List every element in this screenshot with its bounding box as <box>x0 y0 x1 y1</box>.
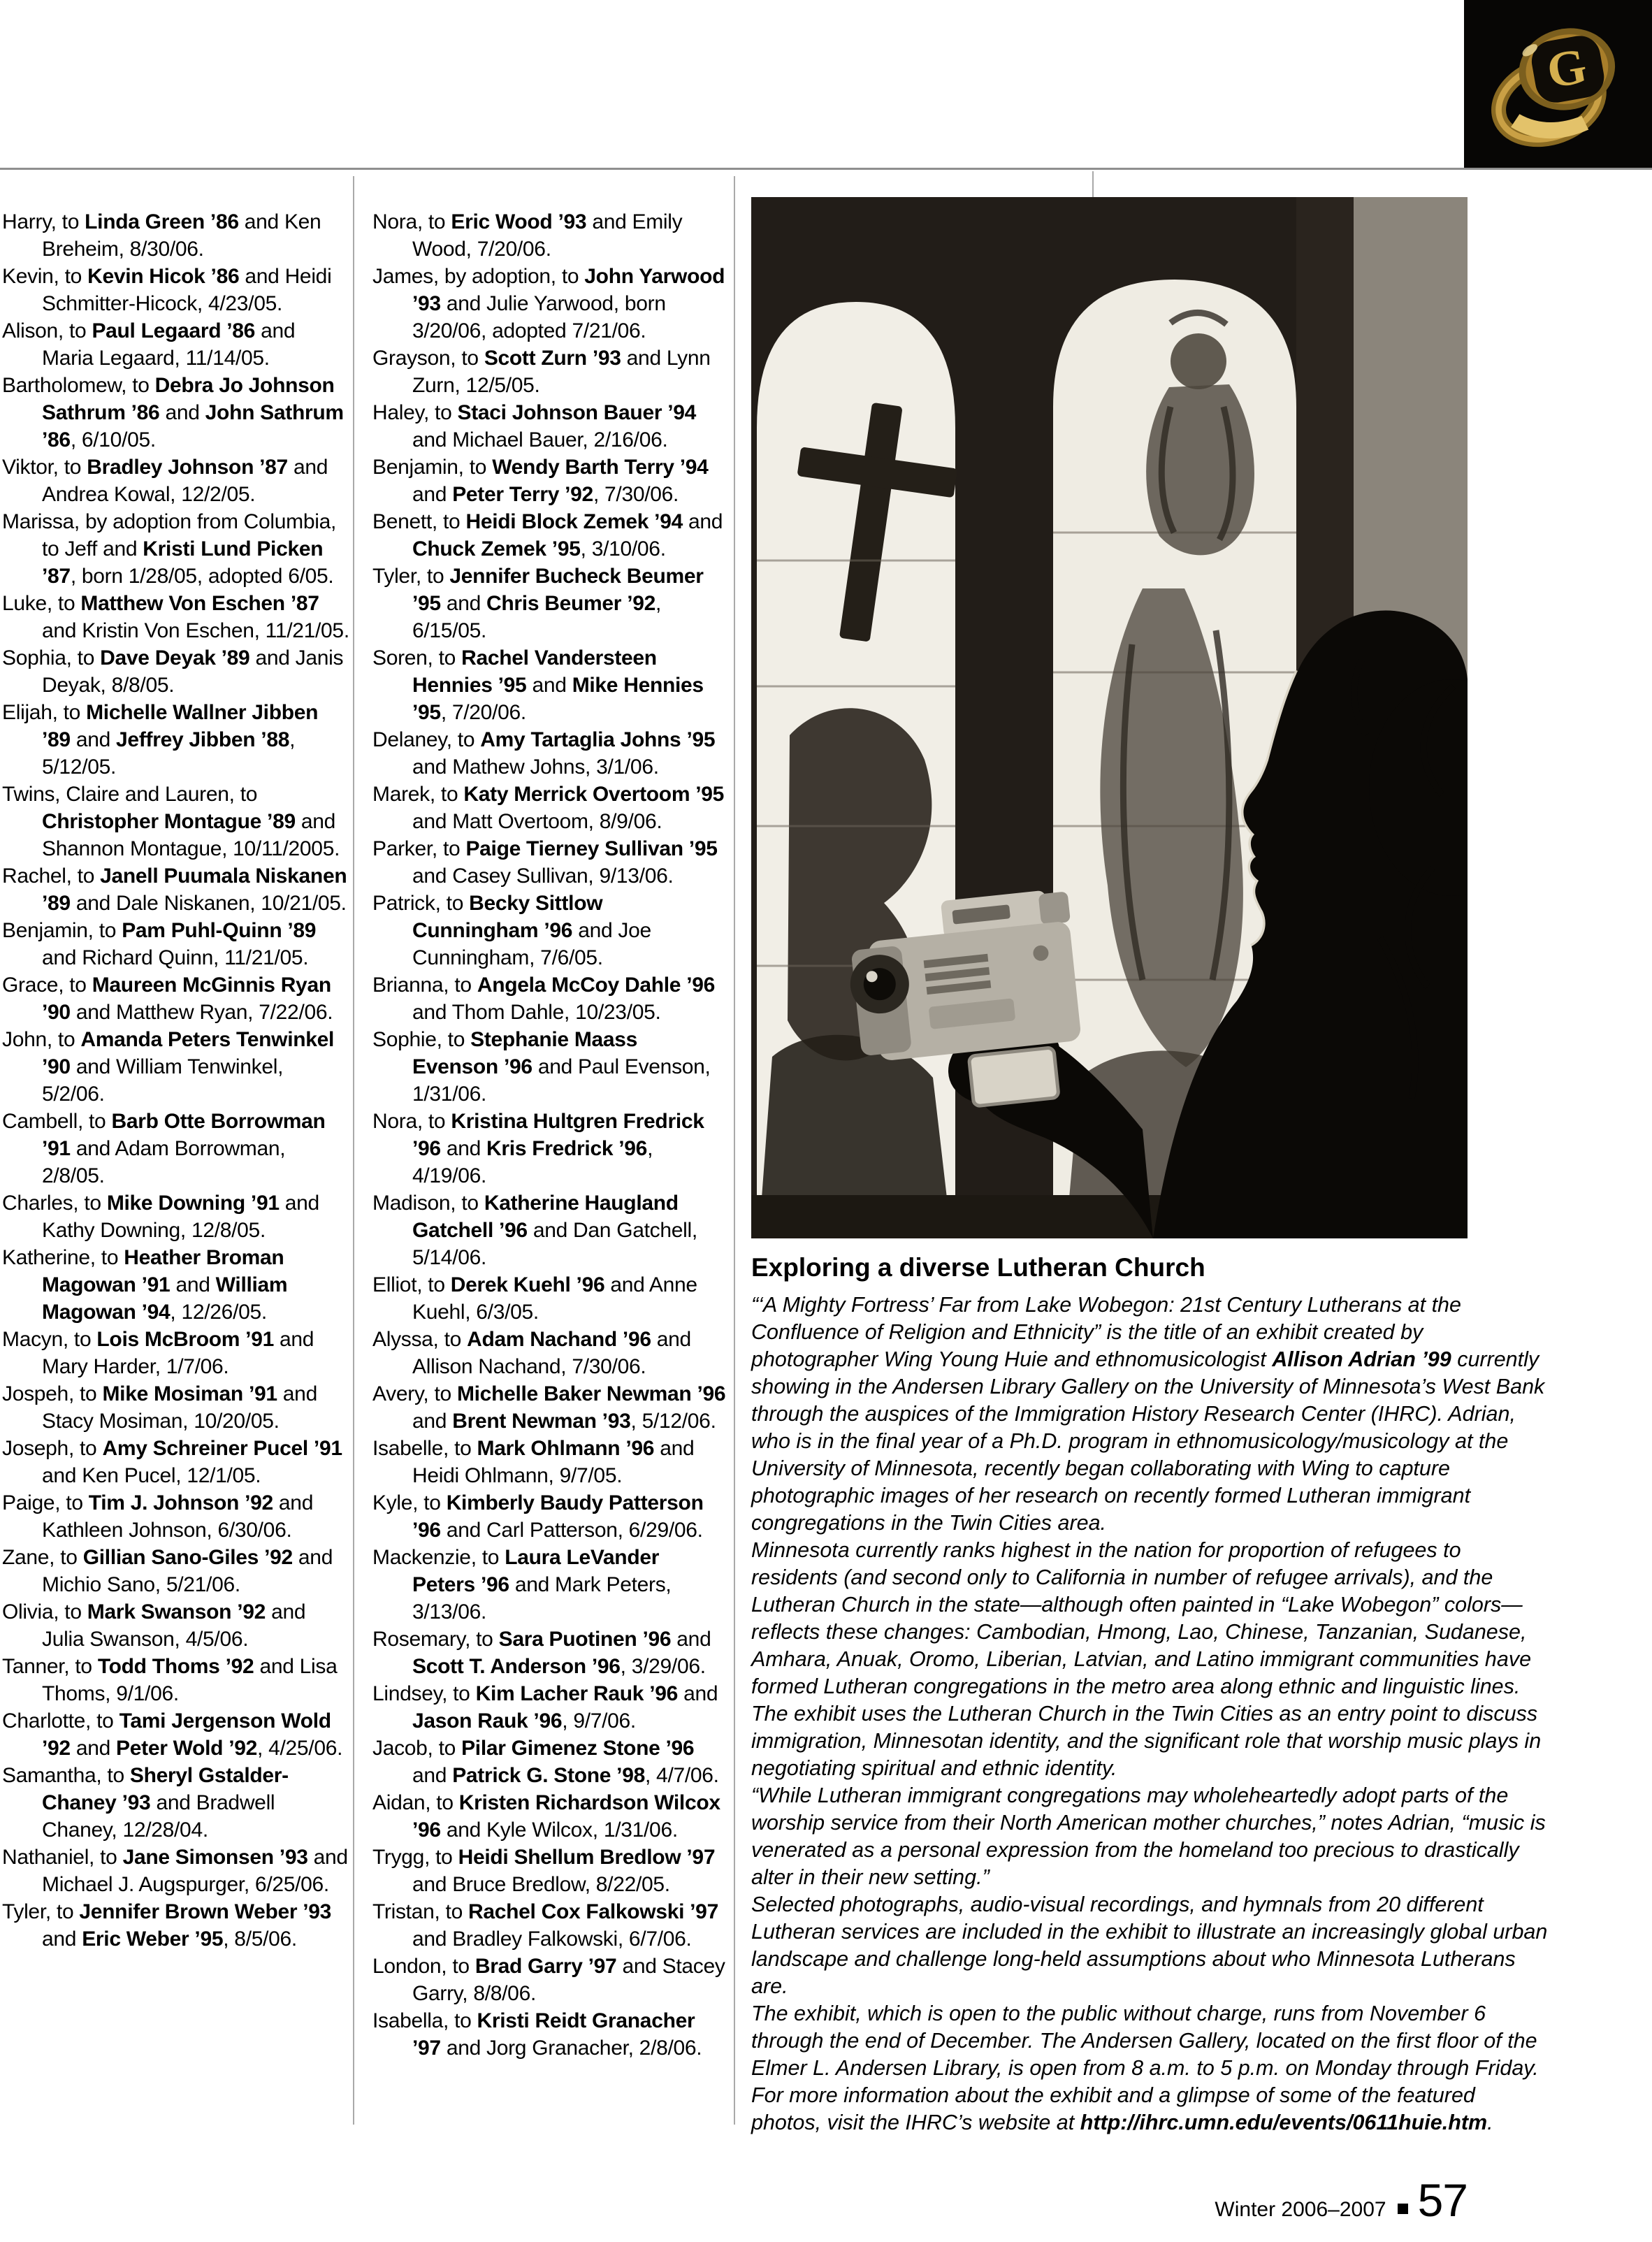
alumni-name: Patrick G. Stone ’98 <box>452 1764 645 1787</box>
birth-entry <box>372 1489 727 1544</box>
article-paragraph <box>751 2000 1548 2136</box>
alumni-name: Janell Puumala Niskanen ’89 <box>42 865 347 915</box>
birth-entry <box>2 1326 349 1380</box>
text-run: Minnesota currently ranks highest in the nation for proportion of refugees to residents (and second only to California in number of refugee arrivals), and the Lutheran Church in the state—although often painted in “Lake Wobegon” colors—reflects these changes: Cambodian, Hmong, Lao, Chinese, Tanzanian, Sudanese, Amhara, Anuak, Oromo, Liberian, Latvian, and Latino immigrant communities have formed Lutheran congregations in the metro area along ethnic and linguistic lines. The exhibit uses the Lutheran Church in the Twin Cities as an entry point to discuss immigration, Minnesotan identity, and the significant role that worship music plays in negotiating spiritual and ethnic identity. <box>751 1538 1542 1780</box>
alumni-name: Kevin Hicok ’86 <box>87 265 240 288</box>
text-run: and Shannon Montague, 10/11/2005. <box>42 810 340 860</box>
text-run: , 4/19/06. <box>412 1137 653 1187</box>
alumni-name: Mark Ohlmann ’96 <box>477 1437 655 1460</box>
text-run: Benjamin, to <box>372 456 493 479</box>
text-run: and Emily Wood, 7/20/06. <box>412 210 683 261</box>
alumni-name: Jennifer Bucheck Beumer ’95 <box>412 565 704 615</box>
text-run: and Bradley Falkowski, 6/7/06. <box>412 1928 692 1951</box>
alumni-name: Paige Tierney Sullivan ’95 <box>465 837 718 860</box>
alumni-name: Michelle Wallner Jibben ’89 <box>42 701 319 751</box>
alumni-name: Heidi Block Zemek ’94 <box>465 510 683 533</box>
text-run: Marissa, by adoption from Columbia, to Jeff and <box>2 510 337 560</box>
alumni-name: Kristi Lund Picken ’87 <box>42 537 324 588</box>
text-run: , 9/7/06. <box>562 1709 636 1733</box>
birth-entry <box>372 1898 727 1953</box>
birth-entry <box>372 644 727 726</box>
column-divider-2 <box>734 176 735 2125</box>
issue-label: Winter 2006–2007 <box>1215 2198 1386 2221</box>
birth-entry <box>372 1953 727 2007</box>
birth-entry <box>2 781 349 862</box>
text-run: and <box>42 1928 82 1951</box>
class-ring-icon <box>1485 17 1632 150</box>
alumni-name: Amy Schreiner Pucel ’91 <box>102 1437 342 1460</box>
text-run: , 7/30/06. <box>593 483 679 506</box>
birth-entry <box>2 1108 349 1189</box>
text-run: , 7/20/06. <box>440 701 526 724</box>
birth-entry <box>372 1435 727 1489</box>
alumni-name: Bradley Johnson ’87 <box>87 456 288 479</box>
page-footer <box>839 2174 1468 2227</box>
article-paragraph <box>751 1292 1548 1537</box>
birth-entry <box>372 890 727 971</box>
alumni-name: Maureen McGinnis Ryan ’90 <box>42 974 331 1024</box>
alumni-name: Mike Hennies ’95 <box>412 674 704 724</box>
text-run: and Stacy Mosiman, 10/20/05. <box>42 1382 317 1433</box>
church-photo <box>751 197 1468 1238</box>
text-run: Tristan, to <box>372 1900 468 1923</box>
text-run: Sophie, to <box>372 1028 471 1051</box>
text-run: Bartholomew, to <box>2 374 155 397</box>
text-run: , 5/12/05. <box>42 728 296 779</box>
highlighted-text: http://ihrc.umn.edu/events/0611huie.htm <box>1080 2111 1488 2134</box>
birth-entry <box>372 1544 727 1626</box>
alumni-name: Pam Puhl-Quinn ’89 <box>122 919 317 942</box>
article-exploring-lutheran-church <box>751 1252 1548 2136</box>
alumni-name: Adam Nachand ’96 <box>467 1328 651 1351</box>
text-run: and Bruce Bredlow, 8/22/05. <box>412 1873 670 1896</box>
text-run: and Richard Quinn, 11/21/05. <box>42 946 309 969</box>
birth-entry <box>2 454 349 508</box>
text-run: Aidan, to <box>372 1791 459 1814</box>
birth-entry <box>372 1789 727 1844</box>
text-run: and <box>440 592 487 615</box>
alumni-name: Scott Zurn ’93 <box>484 347 621 370</box>
class-ring-logo <box>1464 0 1652 168</box>
text-run: and Adam Borrowman, 2/8/05. <box>42 1137 286 1187</box>
birth-entry <box>372 1271 727 1326</box>
birth-entry <box>372 399 727 454</box>
text-run: Charles, to <box>2 1192 107 1215</box>
text-run: , born 1/28/05, adopted 6/05. <box>70 565 334 588</box>
text-run: Alison, to <box>2 319 92 342</box>
alumni-name: Jeffrey Jibben ’88 <box>116 728 290 751</box>
text-run: Tyler, to <box>2 1900 80 1923</box>
text-run: and Matt Overtoom, 8/9/06. <box>412 810 662 833</box>
birth-entry <box>2 372 349 454</box>
alumni-name: Kimberly Baudy Patterson ’96 <box>412 1491 704 1542</box>
text-run: Paige, to <box>2 1491 89 1514</box>
text-run: Delaney, to <box>372 728 481 751</box>
alumni-name: Michelle Baker Newman ’96 <box>456 1382 726 1405</box>
alumni-name: Tim J. Johnson ’92 <box>88 1491 273 1514</box>
text-run: currently showing in the Andersen Library Gallery on the University of Minnesota’s West Bank through the auspices of the Immigration History Research Center (IHRC). Adrian, who is in the final year of a Ph.D. program in ethnomusicology/musicology at the University of Minnesota, recently began collaborating with Wing to capture photographic images of her research on recently formed Lutheran immigrant congregations in the Twin Cities area. <box>751 1347 1545 1535</box>
birth-entry <box>372 2007 727 2062</box>
alumni-name: Matthew Von Eschen ’87 <box>80 592 319 615</box>
text-run: , 6/15/05. <box>412 592 662 642</box>
text-run: and Dale Niskanen, 10/21/05. <box>70 892 347 915</box>
alumni-name: Jennifer Brown Weber ’93 <box>79 1900 332 1923</box>
alumni-name: Kim Lacher Rauk ’96 <box>475 1682 679 1705</box>
alumni-name: Chuck Zemek ’95 <box>412 537 581 560</box>
birth-entry <box>2 590 349 644</box>
text-run: and Kyle Wilcox, 1/31/06. <box>440 1818 678 1842</box>
alumni-name: Peter Terry ’92 <box>452 483 593 506</box>
birth-entry <box>372 208 727 263</box>
birth-entry <box>372 563 727 644</box>
birth-entry <box>2 1026 349 1108</box>
alumni-name: William Magowan ’94 <box>42 1273 288 1324</box>
birth-entry <box>372 971 727 1026</box>
text-run: Nora, to <box>372 210 451 233</box>
alumni-name: Kris Fredrick ’96 <box>486 1137 648 1160</box>
text-run: Benett, to <box>372 510 466 533</box>
birth-entry <box>372 454 727 508</box>
text-run: and Carl Patterson, 6/29/06. <box>440 1519 703 1542</box>
text-run: and Lynn Zurn, 12/5/05. <box>412 347 711 397</box>
article-paragraph <box>751 1782 1548 1891</box>
alumni-name: Jane Simonsen ’93 <box>122 1846 308 1869</box>
alumni-name: Scott T. Anderson ’96 <box>412 1655 621 1678</box>
text-run: James, by adoption, to <box>372 265 585 288</box>
text-run: and Kathleen Johnson, 6/30/06. <box>42 1491 314 1542</box>
birth-entry <box>2 1489 349 1544</box>
text-run: and Andrea Kowal, 12/2/05. <box>42 456 328 506</box>
alumni-name: Jason Rauk ’96 <box>412 1709 563 1733</box>
birth-entry <box>2 1435 349 1489</box>
text-run: and Jorg Granacher, 2/8/06. <box>440 2037 702 2060</box>
birth-entry <box>2 862 349 917</box>
text-run: , 3/10/06. <box>580 537 666 560</box>
article-paragraph <box>751 1537 1548 1782</box>
text-run: Rosemary, to <box>372 1628 499 1651</box>
text-run: and Julie Yarwood, born 3/20/06, adopted 7/21/06. <box>412 292 666 342</box>
alumni-name: Angela McCoy Dahle ’96 <box>477 974 716 997</box>
birth-entry <box>372 1189 727 1271</box>
alumni-name: Eric Weber ’95 <box>82 1928 224 1951</box>
text-run: Brianna, to <box>372 974 477 997</box>
birth-entry <box>2 1707 349 1762</box>
text-run: and Dan Gatchell, 5/14/06. <box>412 1219 697 1269</box>
birth-entry <box>372 781 727 835</box>
text-run: Tanner, to <box>2 1655 98 1678</box>
text-run: and Kristin Von Eschen, 11/21/05. <box>42 619 349 642</box>
alumni-name: Kristi Reidt Granacher ’97 <box>412 2009 695 2060</box>
births-column-1 <box>2 208 349 1953</box>
text-run: Mackenzie, to <box>372 1546 505 1569</box>
alumni-name: Pilar Gimenez Stone ’96 <box>461 1737 695 1760</box>
birth-entry <box>2 1898 349 1953</box>
top-rule <box>0 168 1652 170</box>
text-run: and <box>412 1764 453 1787</box>
text-run: Trygg, to <box>372 1846 458 1869</box>
alumni-name: John Yarwood ’93 <box>412 265 725 315</box>
text-run: and Mathew Johns, 3/1/06. <box>412 755 659 779</box>
text-run: Patrick, to <box>372 892 470 915</box>
text-run: and Julia Swanson, 4/5/06. <box>42 1600 306 1651</box>
text-run: “While Lutheran immigrant congregations may wholeheartedly adopt parts of the worship service from their North American mother churches,” notes Adrian, “music is venerated as a personal expression from the homeland too precious to drastically alter in their new setting.” <box>751 1784 1546 1889</box>
text-run: Zane, to <box>2 1546 83 1569</box>
birth-entry <box>372 1026 727 1108</box>
alumni-name: Brad Garry ’97 <box>474 1955 617 1978</box>
column-divider-1 <box>353 176 354 2125</box>
text-run: John, to <box>2 1028 81 1051</box>
article-title: Exploring a diverse Lutheran Church <box>751 1253 1205 1282</box>
alumni-name: Wendy Barth Terry ’94 <box>492 456 709 479</box>
birth-entry <box>2 971 349 1026</box>
birth-entry <box>372 345 727 399</box>
birth-entry <box>2 508 349 590</box>
text-run: Parker, to <box>372 837 466 860</box>
birth-entry <box>372 726 727 781</box>
alumni-name: Kristina Hultgren Fredrick ’96 <box>412 1110 704 1160</box>
alumni-name: Staci Johnson Bauer ’94 <box>457 401 697 424</box>
text-run: Luke, to <box>2 592 81 615</box>
text-run: Haley, to <box>372 401 458 424</box>
text-run: Cambell, to <box>2 1110 112 1133</box>
alumni-name: Dave Deyak ’89 <box>100 646 250 670</box>
text-run: Grace, to <box>2 974 92 997</box>
birth-entry <box>372 1326 727 1380</box>
alumni-name: Rachel Vandersteen Hennies ’95 <box>412 646 657 697</box>
birth-entry <box>372 1108 727 1189</box>
text-run: Twins, Claire and Lauren, to <box>2 783 258 806</box>
text-run: and <box>159 401 205 424</box>
alumni-name: Paul Legaard ’86 <box>92 319 256 342</box>
text-run: Avery, to <box>372 1382 457 1405</box>
text-run: and Mary Harder, 1/7/06. <box>42 1328 314 1378</box>
text-run: and Michael Bauer, 2/16/06. <box>412 428 668 451</box>
text-run: and Heidi Schmitter-Hicock, 4/23/05. <box>42 265 332 315</box>
text-run: , 12/26/05. <box>170 1301 267 1324</box>
text-run: and Ken Pucel, 12/1/05. <box>42 1464 261 1487</box>
text-run: and Stacey Garry, 8/8/06. <box>412 1955 725 2005</box>
alumni-name: Debra Jo Johnson Sathrum ’86 <box>42 374 335 424</box>
alumni-name: Mark Swanson ’92 <box>87 1600 266 1623</box>
highlighted-text: Allison Adrian ’99 <box>1272 1347 1451 1371</box>
alumni-name: Gillian Sano-Giles ’92 <box>82 1546 293 1569</box>
text-run: and <box>526 674 572 697</box>
footer-square-icon <box>1398 2204 1408 2214</box>
alumni-name: Peter Wold ’92 <box>116 1737 258 1760</box>
birth-entry <box>2 263 349 317</box>
text-run: Marek, to <box>372 783 464 806</box>
text-run: and <box>671 1628 711 1651</box>
birth-entry <box>2 644 349 699</box>
text-run: , 4/7/06. <box>644 1764 719 1787</box>
text-run: , 8/5/06. <box>223 1928 297 1951</box>
birth-entry <box>372 263 727 345</box>
birth-entry <box>372 835 727 890</box>
text-run: Tyler, to <box>372 565 450 588</box>
birth-entry <box>372 1380 727 1435</box>
text-run: “‘A Mighty Fortress’ Far from Lake Wobegon: 21st Century Lutherans at the Confluence of Religion and Ethnicity” is the title of an exhibit created by photographer Wing Young Huie and ethnomusicologist <box>751 1293 1461 1371</box>
text-run: and Kathy Downing, 12/8/05. <box>42 1192 319 1242</box>
text-run: Selected photographs, audio-visual recordings, and hymnals from 20 different Lutheran services are included in the exhibit to illustrate an increasingly global urban landscape and challenge long-held assumptions about who Minnesota Lutherans are. <box>751 1893 1548 1998</box>
text-run: and <box>412 1410 453 1433</box>
birth-entry <box>2 1844 349 1898</box>
text-run: Katherine, to <box>2 1246 124 1269</box>
text-run: and Michio Sano, 5/21/06. <box>42 1546 333 1596</box>
text-run: and <box>412 483 453 506</box>
text-run: London, to <box>372 1955 475 1978</box>
text-run: Lindsey, to <box>372 1682 476 1705</box>
text-run: and Paul Evenson, 1/31/06. <box>412 1055 711 1106</box>
text-run: and Lisa Thoms, 9/1/06. <box>42 1655 338 1705</box>
alumni-name: John Sathrum ’86 <box>42 401 344 451</box>
text-run: Elijah, to <box>2 701 87 724</box>
text-run: Isabella, to <box>372 2009 477 2032</box>
text-run: and Michael J. Augspurger, 6/25/06. <box>42 1846 348 1896</box>
alumni-name: Amy Tartaglia Johns ’95 <box>480 728 716 751</box>
birth-entry <box>372 1844 727 1898</box>
text-run: Isabelle, to <box>372 1437 477 1460</box>
text-run: and Anne Kuehl, 6/3/05. <box>412 1273 697 1324</box>
text-run: Macyn, to <box>2 1328 97 1351</box>
text-run: Rachel, to <box>2 865 101 888</box>
birth-entry <box>2 917 349 971</box>
text-run: Viktor, to <box>2 456 87 479</box>
text-run: and William Tenwinkel, 5/2/06. <box>42 1055 284 1106</box>
text-run: and Casey Sullivan, 9/13/06. <box>412 865 674 888</box>
birth-entry <box>2 699 349 781</box>
text-run: and <box>170 1273 216 1296</box>
alumni-name: Lois McBroom ’91 <box>96 1328 274 1351</box>
alumni-name: Sheryl Gstalder-Chaney ’93 <box>42 1764 289 1814</box>
birth-entry <box>2 1544 349 1598</box>
text-run: Charlotte, to <box>2 1709 119 1733</box>
text-run: Alyssa, to <box>372 1328 468 1351</box>
text-run: and Ken Breheim, 8/30/06. <box>42 210 321 261</box>
birth-entry <box>2 208 349 263</box>
alumni-name: Barb Otte Borrowman ’91 <box>42 1110 326 1160</box>
text-run: Harry, to <box>2 210 85 233</box>
alumni-name: Stephanie Maass Evenson ’96 <box>412 1028 638 1078</box>
ring-letter: G <box>1542 38 1591 99</box>
birth-entry <box>372 1626 727 1680</box>
alumni-name: Brent Newman ’93 <box>452 1410 631 1433</box>
text-run: The exhibit, which is open to the public without charge, runs from November 6 through the end of December. The Andersen Gallery, located on the first floor of the Elmer L. Andersen Library, is open from 8 a.m. to 5 p.m. on Monday through Friday. For more information about the exhibit and a glimpse of some of the featured photos, visit the IHRC’s website at <box>751 2002 1539 2134</box>
text-run: Grayson, to <box>372 347 484 370</box>
alumni-name: Katherine Haugland Gatchell ’96 <box>412 1192 679 1242</box>
alumni-name: Amanda Peters Tenwinkel ’90 <box>42 1028 335 1078</box>
text-run: Sophia, to <box>2 646 101 670</box>
text-run: , 3/29/06. <box>620 1655 706 1678</box>
text-run: and Joe Cunningham, 7/6/05. <box>412 919 651 969</box>
alumni-name: Katy Merrick Overtoom ’95 <box>463 783 725 806</box>
text-run: and Maria Legaard, 11/14/05. <box>42 319 296 370</box>
birth-entry <box>2 1380 349 1435</box>
text-run: Olivia, to <box>2 1600 87 1623</box>
alumni-name: Tami Jergenson Wold ’92 <box>42 1709 331 1760</box>
text-run: Soren, to <box>372 646 462 670</box>
alumni-name: Heather Broman Magowan ’91 <box>42 1246 284 1296</box>
text-run: Nathaniel, to <box>2 1846 123 1869</box>
text-run: and <box>70 728 117 751</box>
alumni-name: Mike Downing ’91 <box>106 1192 280 1215</box>
text-run: and <box>440 1137 487 1160</box>
text-run: Kyle, to <box>372 1491 447 1514</box>
text-run: and Bradwell Chaney, 12/28/04. <box>42 1791 275 1842</box>
text-run: Joseph, to <box>2 1437 103 1460</box>
text-run: and <box>678 1682 718 1705</box>
page-number: 57 <box>1417 2174 1468 2226</box>
birth-entry <box>2 1244 349 1326</box>
stained-glass-photo-illustration <box>751 197 1468 1238</box>
alumni-name: Christopher Montague ’89 <box>42 810 296 833</box>
alumni-name: Laura LeVander Peters ’96 <box>412 1546 660 1596</box>
alumni-name: Chris Beumer ’92 <box>486 592 656 615</box>
birth-entry <box>2 1653 349 1707</box>
text-run: , 5/12/06. <box>630 1410 716 1433</box>
alumni-name: Derek Kuehl ’96 <box>450 1273 605 1296</box>
text-run: Jacob, to <box>372 1737 462 1760</box>
text-run: Jospeh, to <box>2 1382 103 1405</box>
text-run: , 6/10/05. <box>70 428 156 451</box>
article-body <box>751 1292 1548 2136</box>
text-run: and Matthew Ryan, 7/22/06. <box>70 1001 333 1024</box>
text-run: and Thom Dahle, 10/23/05. <box>412 1001 661 1024</box>
text-run: Elliot, to <box>372 1273 451 1296</box>
alumni-name: Mike Mosiman ’91 <box>102 1382 277 1405</box>
text-run: Nora, to <box>372 1110 451 1133</box>
alumni-name: Eric Wood ’93 <box>451 210 587 233</box>
birth-entry <box>372 1680 727 1735</box>
text-run: Benjamin, to <box>2 919 122 942</box>
text-run: and <box>70 1737 117 1760</box>
article-paragraph <box>751 1891 1548 2000</box>
alumni-name: Linda Green ’86 <box>85 210 239 233</box>
alumni-name: Rachel Cox Falkowski ’97 <box>468 1900 718 1923</box>
alumni-name: Sara Puotinen ’96 <box>498 1628 672 1651</box>
alumni-name: Becky Sittlow Cunningham ’96 <box>412 892 603 942</box>
text-run: Madison, to <box>372 1192 484 1215</box>
text-run: and Janis Deyak, 8/8/05. <box>42 646 344 697</box>
birth-entry <box>372 508 727 563</box>
alumni-name: Kristen Richardson Wilcox ’96 <box>412 1791 720 1842</box>
text-run: and Mark Peters, 3/13/06. <box>412 1573 672 1623</box>
births-column-2 <box>372 208 727 2062</box>
text-run: and <box>682 510 723 533</box>
text-run: Kevin, to <box>2 265 88 288</box>
alumni-name: Heidi Shellum Bredlow ’97 <box>458 1846 716 1869</box>
alumni-name: Todd Thoms ’92 <box>97 1655 254 1678</box>
text-run: Samantha, to <box>2 1764 130 1787</box>
birth-entry <box>2 317 349 372</box>
birth-entry <box>372 1735 727 1789</box>
text-run: and Allison Nachand, 7/30/06. <box>412 1328 691 1378</box>
birth-entry <box>2 1598 349 1653</box>
text-run: . <box>1487 2111 1493 2134</box>
birth-entry <box>2 1762 349 1844</box>
text-run: , 4/25/06. <box>257 1737 343 1760</box>
birth-entry <box>2 1189 349 1244</box>
text-run: and Heidi Ohlmann, 9/7/05. <box>412 1437 695 1487</box>
